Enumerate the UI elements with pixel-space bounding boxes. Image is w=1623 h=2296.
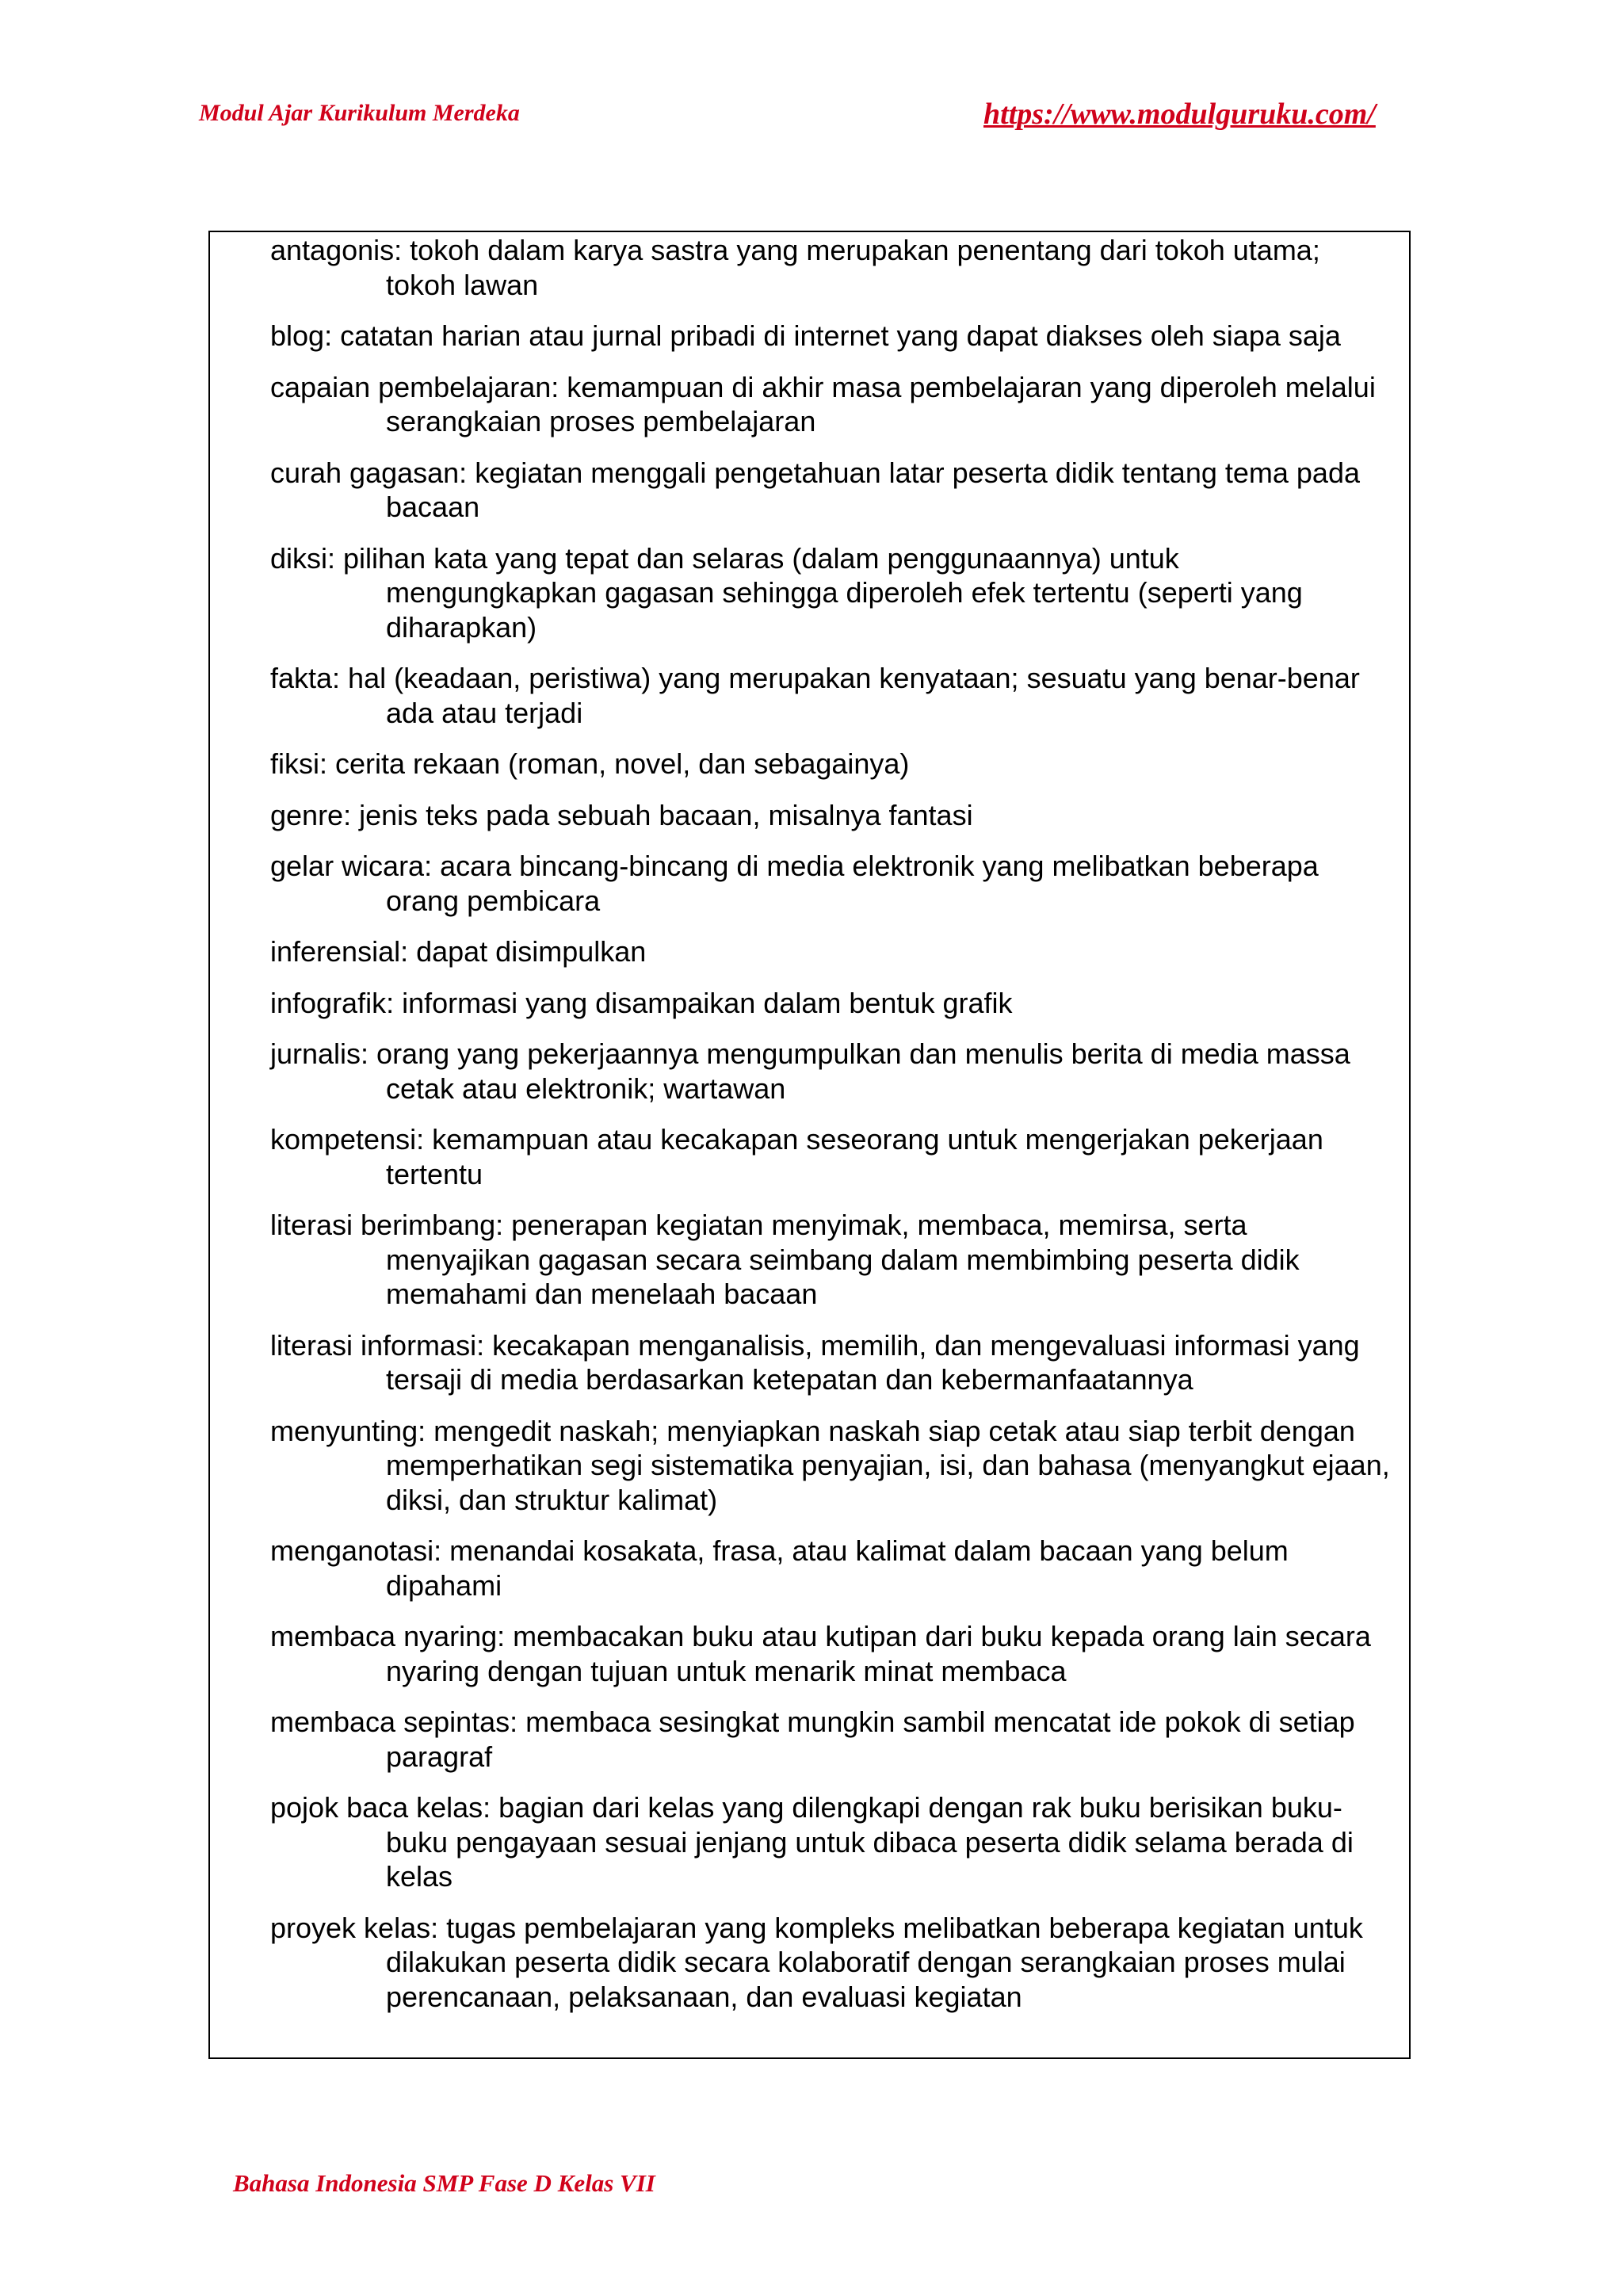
glossary-entry: fiksi: cerita rekaan (roman, novel, dan sebagainya): [270, 747, 910, 780]
glossary-entry: membaca sepintas: membaca sesingkat mungkin sambil mencatat ide pokok di setiap paragraf: [270, 1706, 1355, 1773]
glossary-entry: kompetensi: kemampuan atau kecakapan seseorang untuk mengerjakan pekerjaan tertentu: [270, 1123, 1323, 1190]
glossary-entry: menyunting: mengedit naskah; menyiapkan naskah siap cetak atau siap terbit dengan memperhatikan segi sistematika penyajian, isi, dan bahasa (menyangkut ejaan, diksi, dan struktur kalimat): [270, 1414, 1390, 1516]
glossary-entry: proyek kelas: tugas pembelajaran yang kompleks melibatkan beberapa kegiatan untuk dilakukan peserta didik secara kolaboratif dengan serangkaian proses mulai perencanaan, pelaksanaan, dan evaluasi kegiatan: [270, 1911, 1363, 2013]
glossary-entry: diksi: pilihan kata yang tepat dan selaras (dalam penggunaannya) untuk mengungkapkan gagasan sehingga diperoleh efek tertentu (seperti yang diharapkan): [270, 541, 1303, 644]
glossary-entry: inferensial: dapat disimpulkan: [270, 935, 647, 968]
glossary-entry: genre: jenis teks pada sebuah bacaan, misalnya fantasi: [270, 798, 973, 831]
glossary-entry: curah gagasan: kegiatan menggali pengetahuan latar peserta didik tentang tema pada bacaan: [270, 456, 1360, 523]
header-module-title: Modul Ajar Kurikulum Merdeka: [199, 100, 520, 126]
glossary-entry: literasi berimbang: penerapan kegiatan menyimak, membaca, memirsa, serta menyajikan gagasan secara seimbang dalam membimbing peserta didik memahami dan menelaah bacaan: [270, 1209, 1300, 1310]
glossary-entry: capaian pembelajaran: kemampuan di akhir masa pembelajaran yang diperoleh melalui serangkaian proses pembelajaran: [270, 370, 1376, 437]
header-website-link[interactable]: https://www.modulguruku.com/: [983, 97, 1376, 131]
glossary-entry: membaca nyaring: membacakan buku atau kutipan dari buku kepada orang lain secara nyaring dengan tujuan untuk menarik minat membaca: [270, 1620, 1371, 1687]
glossary-entry: literasi informasi: kecakapan menganalisis, memilih, dan mengevaluasi informasi yang tersaji di media berdasarkan ketepatan dan kebermanfaatannya: [270, 1328, 1360, 1396]
glossary-entry: blog: catatan harian atau jurnal pribadi di internet yang dapat diakses oleh siapa saja: [270, 319, 1341, 352]
glossary-entry: pojok baca kelas: bagian dari kelas yang dilengkapi dengan rak buku berisikan buku-buku pengayaan sesuai jenjang untuk dibaca peserta didik selama berada di kelas: [270, 1791, 1354, 1893]
glossary-entry: jurnalis: orang yang pekerjaannya mengumpulkan dan menulis berita di media massa cetak atau elektronik; wartawan: [270, 1037, 1350, 1105]
glossary-entry: infografik: informasi yang disampaikan dalam bentuk grafik: [270, 986, 1013, 1019]
glossary-list: [270, 233, 1396, 2030]
glossary-entry: menganotasi: menandai kosakata, frasa, atau kalimat dalam bacaan yang belum dipahami: [270, 1534, 1289, 1602]
glossary-entry: gelar wicara: acara bincang-bincang di media elektronik yang melibatkan beberapa orang pembicara: [270, 850, 1319, 917]
footer-subject-label: Bahasa Indonesia SMP Fase D Kelas VII: [233, 2169, 655, 2197]
glossary-entry: antagonis: tokoh dalam karya sastra yang merupakan penentang dari tokoh utama; tokoh lawan: [270, 234, 1320, 301]
glossary-entry: fakta: hal (keadaan, peristiwa) yang merupakan kenyataan; sesuatu yang benar-benar ada atau terjadi: [270, 662, 1360, 729]
